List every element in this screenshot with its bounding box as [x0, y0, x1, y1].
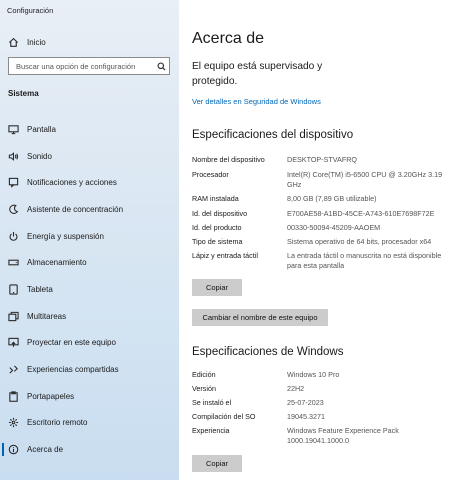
project-icon [4, 337, 22, 348]
sidebar-item-concentracion[interactable] [0, 196, 179, 223]
spec-value: DESKTOP-STVAFRQ [287, 155, 358, 164]
spec-key: Procesador [192, 170, 229, 179]
sidebar-item-label: Notificaciones y acciones [27, 178, 117, 188]
spec-key: Id. del dispositivo [192, 209, 248, 218]
sidebar-item-label: Tableta [27, 284, 53, 294]
spec-row-ram [192, 194, 460, 204]
copy-device-specs-button[interactable]: Copiar [192, 279, 242, 296]
spec-value: Windows Feature Experience Pack 1000.19041.1000.0 [287, 426, 399, 445]
sidebar-item-proyectar[interactable] [0, 330, 179, 357]
spec-value: 19045.3271 [287, 412, 325, 421]
tablet-icon [4, 284, 22, 295]
spec-value: E700AE58-A1BD-45CE-A743-610E7698F72E [287, 209, 435, 218]
spec-row-installed-on [192, 398, 460, 408]
speaker-icon [4, 151, 22, 162]
sidebar-home-label: Inicio [27, 37, 46, 47]
windows-specs-heading: Especificaciones de Windows [192, 346, 344, 358]
sidebar-item-energia[interactable] [0, 223, 179, 250]
spec-row-experience [192, 426, 460, 445]
spec-row-pen-touch [192, 251, 460, 270]
sidebar-item-portapapeles[interactable] [0, 383, 179, 410]
spec-value: 25-07-2023 [287, 398, 324, 407]
search-icon[interactable] [154, 62, 168, 71]
page-title: Acerca de [192, 30, 265, 47]
power-icon [4, 231, 22, 242]
remote-desktop-icon [4, 417, 22, 428]
info-icon [4, 444, 22, 455]
spec-value: Sistema operativo de 64 bits, procesador x64 [287, 237, 432, 246]
spec-value: Windows 10 Pro [287, 370, 340, 379]
clipboard-icon [4, 391, 22, 402]
sidebar-item-notificaciones[interactable] [0, 169, 179, 196]
search-input[interactable] [9, 62, 154, 71]
spec-value: La entrada táctil o manuscrita no está disponible para esta pantalla [287, 251, 442, 270]
sidebar-item-tableta[interactable] [0, 276, 179, 303]
spec-row-device-name [192, 155, 460, 165]
sidebar-home[interactable] [0, 34, 179, 50]
multitasking-icon [4, 311, 22, 322]
device-specs-heading: Especificaciones del dispositivo [192, 129, 354, 141]
notification-icon [4, 177, 22, 188]
sidebar-item-label: Escritorio remoto [27, 418, 88, 428]
spec-value: Intel(R) Core(TM) i5-6500 CPU @ 3.20GHz 3.19 GHz [287, 170, 443, 189]
spec-row-product-id [192, 223, 460, 233]
sidebar-item-label: Pantalla [27, 124, 56, 134]
spec-row-version [192, 384, 460, 394]
sidebar-item-label: Energía y suspensión [27, 231, 104, 241]
sidebar-item-label: Asistente de concentración [27, 204, 124, 214]
home-icon [4, 37, 22, 48]
spec-key: Versión [192, 384, 216, 393]
spec-key: RAM instalada [192, 194, 239, 203]
sidebar-item-label: Experiencias compartidas [27, 365, 119, 375]
monitor-icon [4, 124, 22, 135]
spec-key: Id. del producto [192, 223, 242, 232]
sidebar-item-label: Proyectar en este equipo [27, 338, 116, 348]
storage-icon [4, 257, 22, 268]
window-title: Configuración [7, 6, 54, 15]
security-details-link[interactable]: Ver detalles en Seguridad de Windows [192, 97, 321, 106]
sidebar-item-escritorio-remoto[interactable] [0, 410, 179, 437]
shared-experiences-icon [4, 364, 22, 375]
sidebar-item-almacenamiento[interactable] [0, 249, 179, 276]
sidebar-item-label: Sonido [27, 151, 52, 161]
spec-value: 22H2 [287, 384, 305, 393]
sidebar-item-label: Multitareas [27, 311, 67, 321]
spec-key: Se instaló el [192, 398, 232, 407]
section-label: Sistema [8, 89, 39, 98]
spec-row-processor [192, 170, 460, 189]
sidebar-item-multitareas[interactable] [0, 303, 179, 330]
moon-icon [4, 204, 22, 215]
search-box [8, 57, 170, 75]
spec-row-system-type [192, 237, 460, 247]
spec-key: Nombre del dispositivo [192, 155, 265, 164]
spec-value: 00330-50094-45209-AAOEM [287, 223, 381, 232]
spec-row-os-build [192, 412, 460, 422]
spec-key: Experiencia [192, 426, 230, 435]
spec-row-device-id [192, 209, 460, 219]
spec-row-edition [192, 370, 460, 380]
sidebar-item-label: Portapapeles [27, 391, 75, 401]
rename-pc-button[interactable]: Cambiar el nombre de este equipo [192, 309, 328, 326]
security-notice: El equipo está supervisado y protegido. [192, 61, 323, 87]
copy-windows-specs-button[interactable]: Copiar [192, 455, 242, 472]
sidebar [0, 0, 179, 480]
sidebar-item-experiencias[interactable] [0, 356, 179, 383]
sidebar-item-sonido[interactable] [0, 143, 179, 170]
sidebar-item-label: Acerca de [27, 445, 64, 455]
sidebar-nav [0, 116, 179, 463]
spec-key: Edición [192, 370, 216, 379]
sidebar-item-acerca-de[interactable] [0, 436, 179, 463]
spec-key: Compilación del SO [192, 412, 256, 421]
main-panel [179, 0, 464, 480]
sidebar-item-pantalla[interactable] [0, 116, 179, 143]
spec-value: 8,00 GB (7,89 GB utilizable) [287, 194, 377, 203]
spec-key: Tipo de sistema [192, 237, 243, 246]
sidebar-item-label: Almacenamiento [27, 258, 87, 268]
spec-key: Lápiz y entrada táctil [192, 251, 258, 260]
